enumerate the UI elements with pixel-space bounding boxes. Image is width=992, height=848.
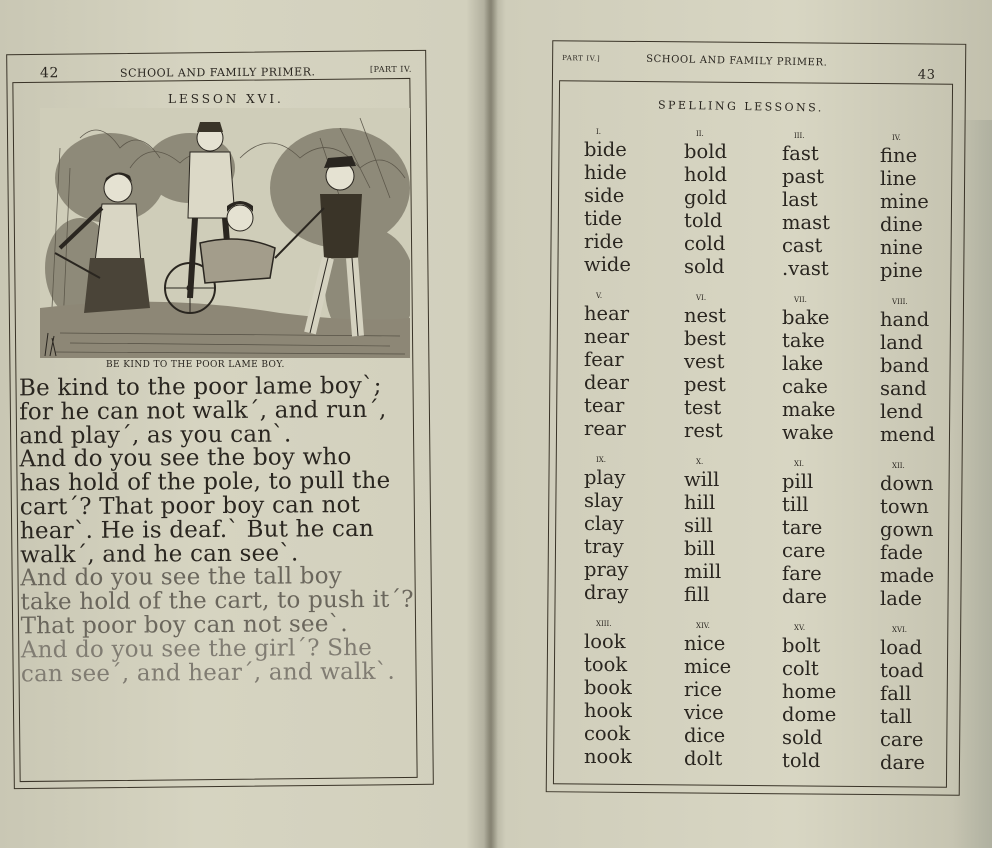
spelling-word: care [782,539,826,562]
right-page-number: 43 [917,67,936,83]
spelling-word: book [584,676,632,699]
spelling-lesson-block [684,128,774,278]
spelling-word: mend [880,423,936,446]
spelling-word: cook [584,722,631,745]
spelling-word: mice [684,655,732,678]
spelling-word: toad [880,659,924,682]
spelling-word: gown [880,518,934,541]
spelling-word: dare [880,751,925,774]
spelling-word: lend [880,400,923,423]
illustration-caption: BE KIND TO THE POOR LAME BOY. [106,360,285,370]
spelling-word: side [584,184,625,207]
spelling-word: told [782,749,821,772]
spelling-word: tear [584,394,625,417]
spelling-word: cold [684,232,726,255]
spelling-word: bold [684,140,727,163]
spelling-word: rear [584,417,626,440]
lesson-numeral: VI. [696,294,707,302]
spelling-lesson-block [880,132,970,282]
spelling-lesson-block [782,130,872,280]
spelling-lesson-block [584,454,674,604]
spelling-word: dine [880,213,923,236]
spelling-word: fine [880,144,918,167]
spelling-lesson-block [684,292,774,442]
story-line: can see´, and hear´, and walk`. [20,658,396,687]
spelling-word: nine [880,236,923,259]
spelling-word: took [584,653,628,676]
spelling-word: hill [684,491,716,514]
spelling-word: made [880,564,935,587]
story-text [18,372,414,687]
spelling-word: bide [584,138,627,161]
spelling-word: pine [880,259,923,282]
left-running-title: SCHOOL AND FAMILY PRIMER. [119,65,316,80]
spelling-word: colt [782,657,819,680]
left-page-number: 42 [39,65,59,82]
spelling-word: bill [684,537,716,560]
lesson-numeral: VIII. [892,298,908,306]
right-part-label: PART IV.] [562,54,601,63]
lesson-numeral: I. [596,128,601,136]
spelling-word: hold [684,163,728,186]
spelling-lesson-block [684,620,774,770]
spelling-word: past [782,165,824,188]
story-line: That poor boy can not see`. [20,611,348,640]
spelling-word: dome [782,703,837,726]
spelling-word: rest [684,419,723,442]
story-line: And do you see the tall boy [20,563,342,592]
spelling-word: cast [782,234,823,257]
spelling-lesson-block [880,460,970,610]
spelling-word: fear [584,348,624,371]
story-line: And do you see the girl´? She [20,634,373,664]
engraving-illustration [40,108,410,358]
spelling-word: home [782,680,837,703]
spelling-word: hide [584,161,627,184]
spelling-word: tray [584,535,624,558]
spelling-word: load [880,636,923,659]
spelling-word: wake [782,421,834,444]
spelling-word: make [782,398,836,421]
spelling-word: slay [584,489,623,512]
spelling-word: dear [584,371,629,394]
story-line: walk´, and he can see`. [20,540,299,568]
spelling-word: will [684,468,720,491]
spelling-word: bake [782,306,830,329]
spelling-word: lake [782,352,824,375]
story-line: Be kind to the poor lame boy`; [18,372,382,402]
story-line: for he can not walk´, and run´, [19,396,387,426]
spelling-word: vest [684,350,725,373]
spelling-word: line [880,167,917,190]
lesson-numeral: VII. [794,296,807,304]
spelling-word: play [584,466,626,489]
lesson-numeral: V. [596,292,603,300]
spelling-word: told [684,209,723,232]
spelling-word: sill [684,514,713,537]
spelling-word: bolt [782,634,821,657]
spelling-word: wide [584,253,631,276]
spelling-word: hook [584,699,632,722]
spelling-word: hear [584,302,630,325]
spelling-word: fall [880,682,912,705]
spelling-word: nice [684,632,726,655]
spelling-word: down [880,472,934,495]
lesson-numeral: XIV. [696,622,710,630]
spelling-word: hand [880,308,930,331]
spelling-lesson-block [684,456,774,606]
lesson-numeral: II. [696,130,704,138]
spelling-word: nest [684,304,726,327]
spelling-word: mine [880,190,929,213]
lesson-numeral: XI. [794,460,804,468]
story-line: take hold of the cart, to push it´? [20,586,414,616]
story-line: has hold of the pole, to pull the [19,467,391,497]
spelling-word: fill [684,583,710,606]
story-line: hear`. He is deaf.` But he can [19,515,375,545]
spelling-word: vice [684,701,724,724]
spelling-word: town [880,495,929,518]
spelling-word: band [880,354,930,377]
story-line: and play´, as you can`. [19,421,292,449]
lesson-numeral: XIII. [596,620,612,628]
book-gutter [484,0,498,848]
spelling-word: sand [880,377,927,400]
spelling-word: fast [782,142,819,165]
spelling-word: gold [684,186,727,209]
spelling-word: take [782,329,825,352]
spelling-word: test [684,396,722,419]
spelling-word: dare [782,585,827,608]
spelling-word: .vast [782,257,829,280]
spelling-word: fare [782,562,822,585]
spelling-word: pill [782,470,814,493]
spelling-word: look [584,630,626,653]
spelling-word: rice [684,678,723,701]
lesson-numeral: XVI. [892,626,908,634]
spelling-word: last [782,188,818,211]
lesson-numeral: IV. [892,134,901,142]
lesson-numeral: XV. [794,624,806,632]
spelling-word: mast [782,211,830,234]
spelling-word: pest [684,373,726,396]
spelling-word: cake [782,375,828,398]
spelling-lesson-block [584,618,674,768]
spelling-word: sold [684,255,725,278]
story-line: cart´? That poor boy can not [19,491,361,521]
spelling-word: dice [684,724,726,747]
spelling-word: dolt [684,747,723,770]
right-running-title: SCHOOL AND FAMILY PRIMER. [646,53,828,69]
spelling-word: pray [584,558,629,581]
spelling-word: till [782,493,809,516]
spelling-word: nook [584,745,632,768]
spelling-word: tide [584,207,623,230]
left-part-label: [PART IV. [369,64,412,74]
spelling-word: dray [584,581,629,604]
spelling-word: fade [880,541,923,564]
spelling-lesson-block [584,126,674,276]
spelling-word: lade [880,587,922,610]
lesson-numeral: III. [794,132,805,140]
spelling-lesson-block [880,624,970,774]
spelling-word: sold [782,726,823,749]
spelling-lesson-block [782,294,872,444]
spelling-word: ride [584,230,624,253]
spelling-lessons-title: SPELLING LESSONS. [657,98,824,115]
spelling-word: clay [584,512,624,535]
spelling-lesson-block [880,296,970,446]
lame-boy-figure [227,201,253,231]
spelling-word: mill [684,560,722,583]
lesson-title: LESSON XVI. [168,92,284,106]
spelling-lesson-block [782,622,872,772]
spelling-word: best [684,327,726,350]
spelling-word: care [880,728,924,751]
story-line: And do you see the boy who [19,444,352,473]
spelling-word: tare [782,516,823,539]
spelling-word: land [880,331,923,354]
lesson-numeral: X. [696,458,704,466]
spelling-word: tall [880,705,912,728]
spelling-lesson-block [782,458,872,608]
left-page-header [30,61,420,84]
spelling-lesson-block [584,290,674,440]
lesson-numeral: IX. [596,456,606,464]
spelling-word: near [584,325,630,348]
lesson-numeral: XII. [892,462,905,470]
